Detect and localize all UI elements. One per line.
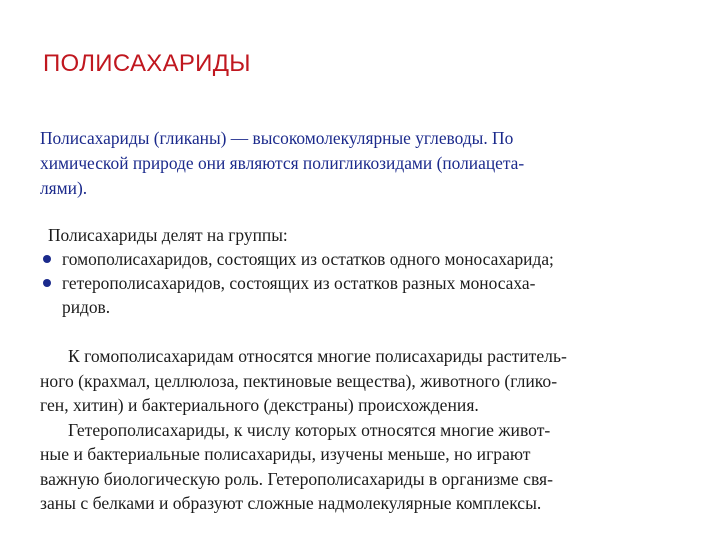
body-line: К гомополисахаридам относятся многие полисахариды раститель- [68,346,567,366]
groups-section [40,223,680,319]
groups-intro: Полисахариды делят на группы: [48,225,288,245]
body-line: важную биологическую роль. Гетерополисахариды в организме свя- [40,468,553,489]
slide-title: ПОЛИСАХАРИДЫ [43,50,251,77]
bullet-icon [43,255,51,263]
group-item-text: гетерополисахаридов, состоящих из остатков разных моносаха- [62,273,536,293]
definition-line: лями). [40,178,88,198]
body-line: ные и бактериальные полисахариды, изучены меньше, но играют [40,444,531,464]
definition-line: Полисахариды (гликаны) — высокомолекулярные углеводы. По [40,128,514,148]
group-item-continuation: ридов. [62,297,111,317]
body-line: ген, хитин) и бактериального (декстраны) происхождения. [40,395,479,415]
body-paragraphs [40,344,685,516]
definition-paragraph [40,126,680,201]
body-line: заны с белками и образуют сложные надмолекулярные комплексы. [40,493,542,513]
group-list-item [40,247,680,271]
bullet-icon [43,279,51,287]
group-list-item [40,271,680,295]
group-item-text: гомополисахаридов, состоящих из остатков одного моносахарида; [62,249,554,269]
body-line: Гетерополисахариды, к числу которых относятся многие живот- [68,419,551,440]
body-line: ного (крахмал, целлюлоза, пектиновые вещества), животного (глико- [40,370,558,391]
definition-line: химической природе они являются полигликозидами (полиацета- [40,153,525,173]
